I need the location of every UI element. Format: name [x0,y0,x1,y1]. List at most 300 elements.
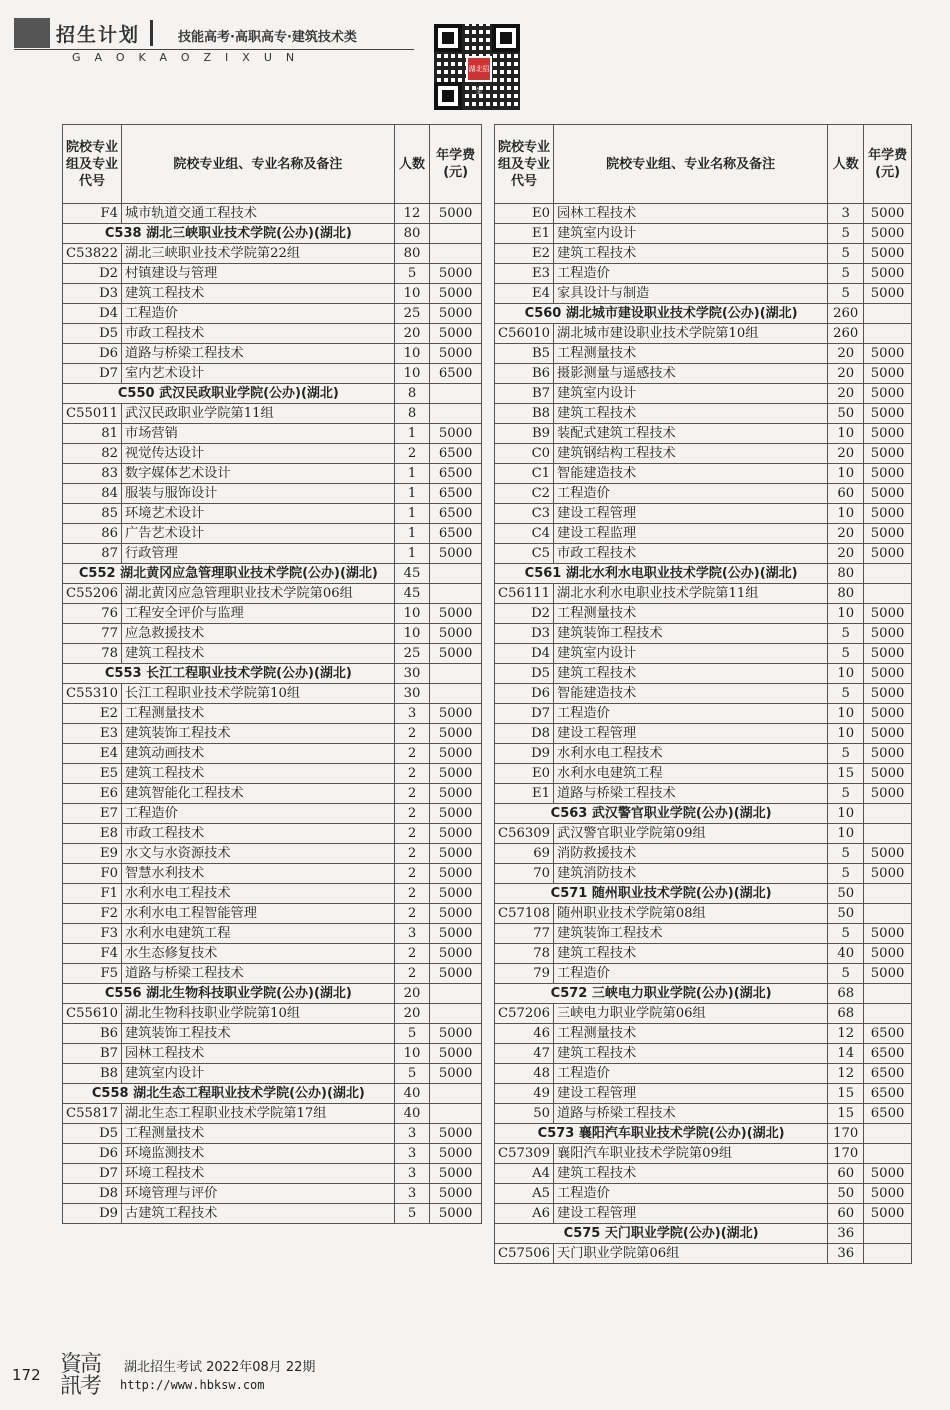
program-code: D6 [63,1144,122,1164]
school-name: C563 武汉警官职业学院(公办)(湖北) [495,804,828,824]
program-name: 水利水电工程智能管理 [122,904,395,924]
tuition-fee: 5000 [430,424,482,444]
tuition-fee: 5000 [864,464,912,484]
program-code: D7 [495,704,554,724]
program-name: 园林工程技术 [122,1044,395,1064]
table-row [63,364,482,384]
program-code: C56309 [495,824,554,844]
enrollment-count: 2 [394,764,430,784]
program-code: 78 [495,944,554,964]
tuition-fee: 5000 [430,304,482,324]
tuition-fee: 5000 [864,524,912,544]
enrollment-count: 10 [394,284,430,304]
tuition-fee: 6500 [864,1024,912,1044]
enrollment-count: 170 [828,1124,864,1144]
fee-cell [430,384,482,404]
table-row [63,284,482,304]
enrollment-count: 10 [828,804,864,824]
enrollment-count: 10 [394,604,430,624]
program-name: 装配式建筑工程技术 [554,424,828,444]
school-row [495,564,912,584]
fee-cell [430,1084,482,1104]
table-row [63,1124,482,1144]
program-code: 79 [495,964,554,984]
program-name: 市政工程技术 [554,544,828,564]
tuition-fee: 5000 [430,1144,482,1164]
enrollment-count: 2 [394,844,430,864]
school-name: C550 武汉民政职业学院(公办)(湖北) [63,384,395,404]
program-name: 数字媒体艺术设计 [122,464,395,484]
enrollment-count: 10 [828,664,864,684]
enrollment-count: 5 [394,1024,430,1044]
program-code: F1 [63,884,122,904]
header-fee: 年学费(元) [430,125,482,204]
enrollment-count: 2 [394,884,430,904]
tuition-fee: 5000 [864,544,912,564]
tuition-fee: 5000 [864,1184,912,1204]
table-row [495,584,912,604]
table-row [63,584,482,604]
table-row [495,1144,912,1164]
enrollment-count: 3 [394,1164,430,1184]
tuition-fee: 5000 [864,684,912,704]
program-name: 智能建造技术 [554,684,828,704]
enrollment-count: 10 [394,624,430,644]
program-name: 工程造价 [554,964,828,984]
program-name: 水利水电工程技术 [122,884,395,904]
enrollment-count: 1 [394,424,430,444]
program-code: E4 [495,284,554,304]
table-row [495,1204,912,1224]
table-row [63,444,482,464]
program-name: 建筑工程技术 [122,284,395,304]
fee-cell [430,984,482,1004]
enrollment-count: 12 [394,204,430,224]
enrollment-count: 68 [828,1004,864,1024]
fee-cell [430,664,482,684]
table-row [495,444,912,464]
program-name: 摄影测量与遥感技术 [554,364,828,384]
enrollment-count: 80 [828,564,864,584]
table-row [63,1144,482,1164]
program-code: 78 [63,644,122,664]
enrollment-count: 50 [828,884,864,904]
enrollment-count: 20 [394,984,430,1004]
table-row [495,464,912,484]
table-row [495,744,912,764]
tuition-fee: 5000 [430,204,482,224]
tuition-fee [430,404,482,424]
program-name: 工程安全评价与监理 [122,604,395,624]
program-code: 46 [495,1024,554,1044]
program-code: C2 [495,484,554,504]
enrollment-count: 60 [828,1204,864,1224]
program-code: 83 [63,464,122,484]
program-name: 工程造价 [554,264,828,284]
program-name: 城市轨道交通工程技术 [122,204,395,224]
tuition-fee: 5000 [864,404,912,424]
website-link[interactable]: http://www.hbksw.com [120,1378,265,1392]
enrollment-count: 5 [828,744,864,764]
table-row [63,904,482,924]
program-code: 87 [63,544,122,564]
program-name: 湖北三峡职业技术学院第22组 [122,244,395,264]
program-name: 湖北城市建设职业技术学院第10组 [554,324,828,344]
program-name: 村镇建设与管理 [122,264,395,284]
program-code: E1 [495,784,554,804]
program-name: 湖北水利水电职业技术学院第11组 [554,584,828,604]
enrollment-count: 5 [828,684,864,704]
enrollment-count: 3 [394,924,430,944]
program-name: 建筑装饰工程技术 [122,1024,395,1044]
enrollment-count: 14 [828,1044,864,1064]
enrollment-count: 40 [394,1084,430,1104]
program-name: 水生态修复技术 [122,944,395,964]
program-name: 道路与桥梁工程技术 [122,964,395,984]
tuition-fee: 5000 [430,844,482,864]
tuition-fee: 5000 [430,1184,482,1204]
tuition-fee: 5000 [864,664,912,684]
program-name: 工程造价 [122,304,395,324]
program-name: 湖北生态工程职业技术学院第17组 [122,1104,395,1124]
table-row [495,944,912,964]
tuition-fee: 5000 [430,824,482,844]
program-name: 建设工程管理 [554,1084,828,1104]
section-title: 招生计划 [56,24,141,46]
enrollment-count: 5 [394,264,430,284]
header-romanization: GAOKAOZIXUN [72,51,309,64]
enrollment-count: 10 [828,704,864,724]
program-code: C57506 [495,1244,554,1264]
program-code: E0 [495,764,554,784]
fee-cell [864,1124,912,1144]
program-code: D8 [495,724,554,744]
table-row [495,724,912,744]
program-code: F2 [63,904,122,924]
program-code: 86 [63,524,122,544]
program-name: 工程测量技术 [122,1124,395,1144]
program-code: E8 [63,824,122,844]
table-row [495,604,912,624]
program-code: E3 [495,264,554,284]
tuition-fee [430,584,482,604]
table-row [63,744,482,764]
table-row [495,924,912,944]
qr-finder-icon [492,24,520,52]
enrollment-count: 3 [394,1144,430,1164]
tuition-fee: 5000 [430,944,482,964]
program-code: F3 [63,924,122,944]
tuition-fee [864,824,912,844]
tuition-fee: 5000 [864,924,912,944]
table-row [63,404,482,424]
tuition-fee: 5000 [430,644,482,664]
program-code: E5 [63,764,122,784]
program-name: 水利水电建筑工程 [554,764,828,784]
table-row [63,464,482,484]
program-name: 建筑工程技术 [554,244,828,264]
program-name: 建筑室内设计 [554,384,828,404]
table-row [63,804,482,824]
header-separator [150,20,153,46]
tuition-fee: 5000 [430,764,482,784]
enrollment-count: 15 [828,1084,864,1104]
program-code: D9 [63,1204,122,1224]
table-row [63,784,482,804]
table-row [495,244,912,264]
program-name: 湖北生物科技职业学院第10组 [122,1004,395,1024]
tuition-fee: 6500 [864,1064,912,1084]
program-name: 建筑钢结构工程技术 [554,444,828,464]
tuition-fee: 6500 [430,504,482,524]
program-code: B7 [63,1044,122,1064]
fee-cell [864,1224,912,1244]
program-code: C1 [495,464,554,484]
program-name: 工程造价 [554,1184,828,1204]
tuition-fee: 5000 [864,204,912,224]
program-name: 道路与桥梁工程技术 [554,784,828,804]
table-row [63,944,482,964]
program-code: D6 [495,684,554,704]
program-name: 智慧水利技术 [122,864,395,884]
header-fee: 年学费(元) [864,125,912,204]
program-code: B8 [495,404,554,424]
program-code: C56111 [495,584,554,604]
table-row [63,504,482,524]
program-name: 环境艺术设计 [122,504,395,524]
tuition-fee: 5000 [430,744,482,764]
program-code: 84 [63,484,122,504]
enrollment-count: 3 [394,1184,430,1204]
program-code: B8 [63,1064,122,1084]
table-row [495,664,912,684]
program-code: 50 [495,1104,554,1124]
program-name: 天门职业学院第06组 [554,1244,828,1264]
program-name: 消防救援技术 [554,844,828,864]
enrollment-count: 2 [394,904,430,924]
program-code: C5 [495,544,554,564]
table-row [495,544,912,564]
magazine-logo: 資高訊考 [60,1352,101,1399]
table-row [495,1164,912,1184]
program-name: 道路与桥梁工程技术 [122,344,395,364]
table-row [63,1184,482,1204]
program-name: 环境监测技术 [122,1144,395,1164]
table-row [495,524,912,544]
program-code: 81 [63,424,122,444]
program-code: C57108 [495,904,554,924]
program-code: 76 [63,604,122,624]
program-code: A4 [495,1164,554,1184]
school-name: C573 襄阳汽车职业技术学院(公办)(湖北) [495,1124,828,1144]
program-name: 建设工程管理 [554,724,828,744]
tuition-fee: 5000 [864,964,912,984]
program-name: 工程造价 [122,804,395,824]
fee-cell [864,304,912,324]
program-name: 环境管理与评价 [122,1184,395,1204]
program-name: 建筑动画技术 [122,744,395,764]
program-name: 应急救援技术 [122,624,395,644]
program-name: 环境工程技术 [122,1164,395,1184]
program-name: 建筑工程技术 [122,764,395,784]
header-code: 院校专业组及专业代号 [63,125,122,204]
right-admissions-table [494,124,912,1264]
enrollment-count: 3 [394,1124,430,1144]
tuition-fee: 6500 [864,1084,912,1104]
program-code: D5 [495,664,554,684]
enrollment-count: 60 [828,1164,864,1184]
tuition-fee: 5000 [430,1164,482,1184]
tuition-fee: 5000 [864,344,912,364]
program-name: 道路与桥梁工程技术 [554,1104,828,1124]
table-row [63,864,482,884]
enrollment-count: 20 [828,344,864,364]
enrollment-count: 10 [828,604,864,624]
program-code: B6 [495,364,554,384]
tuition-fee: 5000 [864,604,912,624]
enrollment-count: 1 [394,484,430,504]
program-code: 77 [495,924,554,944]
program-code: D8 [63,1184,122,1204]
header-count: 人数 [394,125,430,204]
program-code: D5 [63,1124,122,1144]
enrollment-count: 2 [394,444,430,464]
table-row [495,404,912,424]
table-row [63,304,482,324]
enrollment-count: 3 [828,204,864,224]
tuition-fee: 5000 [430,544,482,564]
program-code: B5 [495,344,554,364]
school-name: C558 湖北生态工程职业技术学院(公办)(湖北) [63,1084,395,1104]
program-code: A5 [495,1184,554,1204]
enrollment-count: 80 [394,244,430,264]
program-name: 武汉民政职业学院第11组 [122,404,395,424]
tuition-fee: 5000 [864,244,912,264]
program-name: 工程造价 [554,1064,828,1084]
tuition-fee: 5000 [864,944,912,964]
enrollment-count: 45 [394,584,430,604]
tuition-fee [430,1004,482,1024]
tuition-fee: 5000 [430,1204,482,1224]
program-name: 襄阳汽车职业技术学院第09组 [554,1144,828,1164]
tuition-fee: 6500 [430,444,482,464]
table-row [495,644,912,664]
program-code: 85 [63,504,122,524]
program-code: D4 [495,644,554,664]
enrollment-count: 80 [394,224,430,244]
program-name: 园林工程技术 [554,204,828,224]
program-code: C53822 [63,244,122,264]
table-row [63,1204,482,1224]
program-name: 建筑工程技术 [554,1164,828,1184]
program-code: C56010 [495,324,554,344]
enrollment-count: 5 [828,644,864,664]
header-rule [14,49,414,50]
program-code: E1 [495,224,554,244]
table-row [495,1104,912,1124]
tuition-fee: 5000 [864,364,912,384]
program-code: C55817 [63,1104,122,1124]
school-row [495,1124,912,1144]
qr-code [434,24,520,110]
tuition-fee: 6500 [864,1044,912,1064]
program-name: 家具设计与制造 [554,284,828,304]
enrollment-count: 20 [394,1004,430,1024]
tuition-fee: 5000 [864,504,912,524]
enrollment-count: 10 [828,724,864,744]
table-row [63,824,482,844]
enrollment-count: 5 [394,1204,430,1224]
magazine-issue: 湖北招生考试 2022年08月 22期 [124,1360,316,1375]
program-code: D2 [495,604,554,624]
program-name: 工程造价 [554,484,828,504]
program-name: 视觉传达设计 [122,444,395,464]
program-name: 智能建造技术 [554,464,828,484]
program-name: 建筑室内设计 [554,224,828,244]
tuition-fee: 5000 [864,644,912,664]
school-name: C538 湖北三峡职业技术学院(公办)(湖北) [63,224,395,244]
program-code: 47 [495,1044,554,1064]
enrollment-count: 60 [828,484,864,504]
tuition-fee: 5000 [864,1204,912,1224]
enrollment-count: 5 [828,284,864,304]
enrollment-count: 8 [394,404,430,424]
enrollment-count: 30 [394,664,430,684]
table-row [495,484,912,504]
enrollment-count: 2 [394,804,430,824]
enrollment-count: 2 [394,784,430,804]
enrollment-count: 20 [828,364,864,384]
enrollment-count: 50 [828,904,864,924]
program-code: C55011 [63,404,122,424]
program-code: E9 [63,844,122,864]
program-name: 水利水电工程技术 [554,744,828,764]
enrollment-count: 12 [828,1064,864,1084]
school-row [63,1084,482,1104]
enrollment-count: 1 [394,524,430,544]
program-name: 工程测量技术 [554,344,828,364]
table-row [63,424,482,444]
fee-cell [864,984,912,1004]
table-row [495,284,912,304]
enrollment-count: 5 [828,264,864,284]
program-name: 建筑工程技术 [554,404,828,424]
program-code: F4 [63,944,122,964]
table-row [495,1084,912,1104]
enrollment-count: 5 [828,624,864,644]
tuition-fee: 5000 [430,804,482,824]
program-name: 建设工程管理 [554,1204,828,1224]
school-name: C552 湖北黄冈应急管理职业技术学院(公办)(湖北) [63,564,395,584]
table-row [63,344,482,364]
tuition-fee: 5000 [430,624,482,644]
enrollment-count: 40 [828,944,864,964]
table-row [495,684,912,704]
program-name: 工程测量技术 [554,604,828,624]
program-code: E0 [495,204,554,224]
enrollment-count: 5 [394,1064,430,1084]
tuition-fee: 5000 [864,384,912,404]
enrollment-count: 25 [394,304,430,324]
program-name: 建筑工程技术 [554,1044,828,1064]
tuition-fee: 5000 [430,1064,482,1084]
tuition-fee: 5000 [864,784,912,804]
enrollment-count: 5 [828,224,864,244]
tuition-fee [864,1004,912,1024]
enrollment-count: 10 [828,424,864,444]
enrollment-count: 2 [394,944,430,964]
program-code: B7 [495,384,554,404]
